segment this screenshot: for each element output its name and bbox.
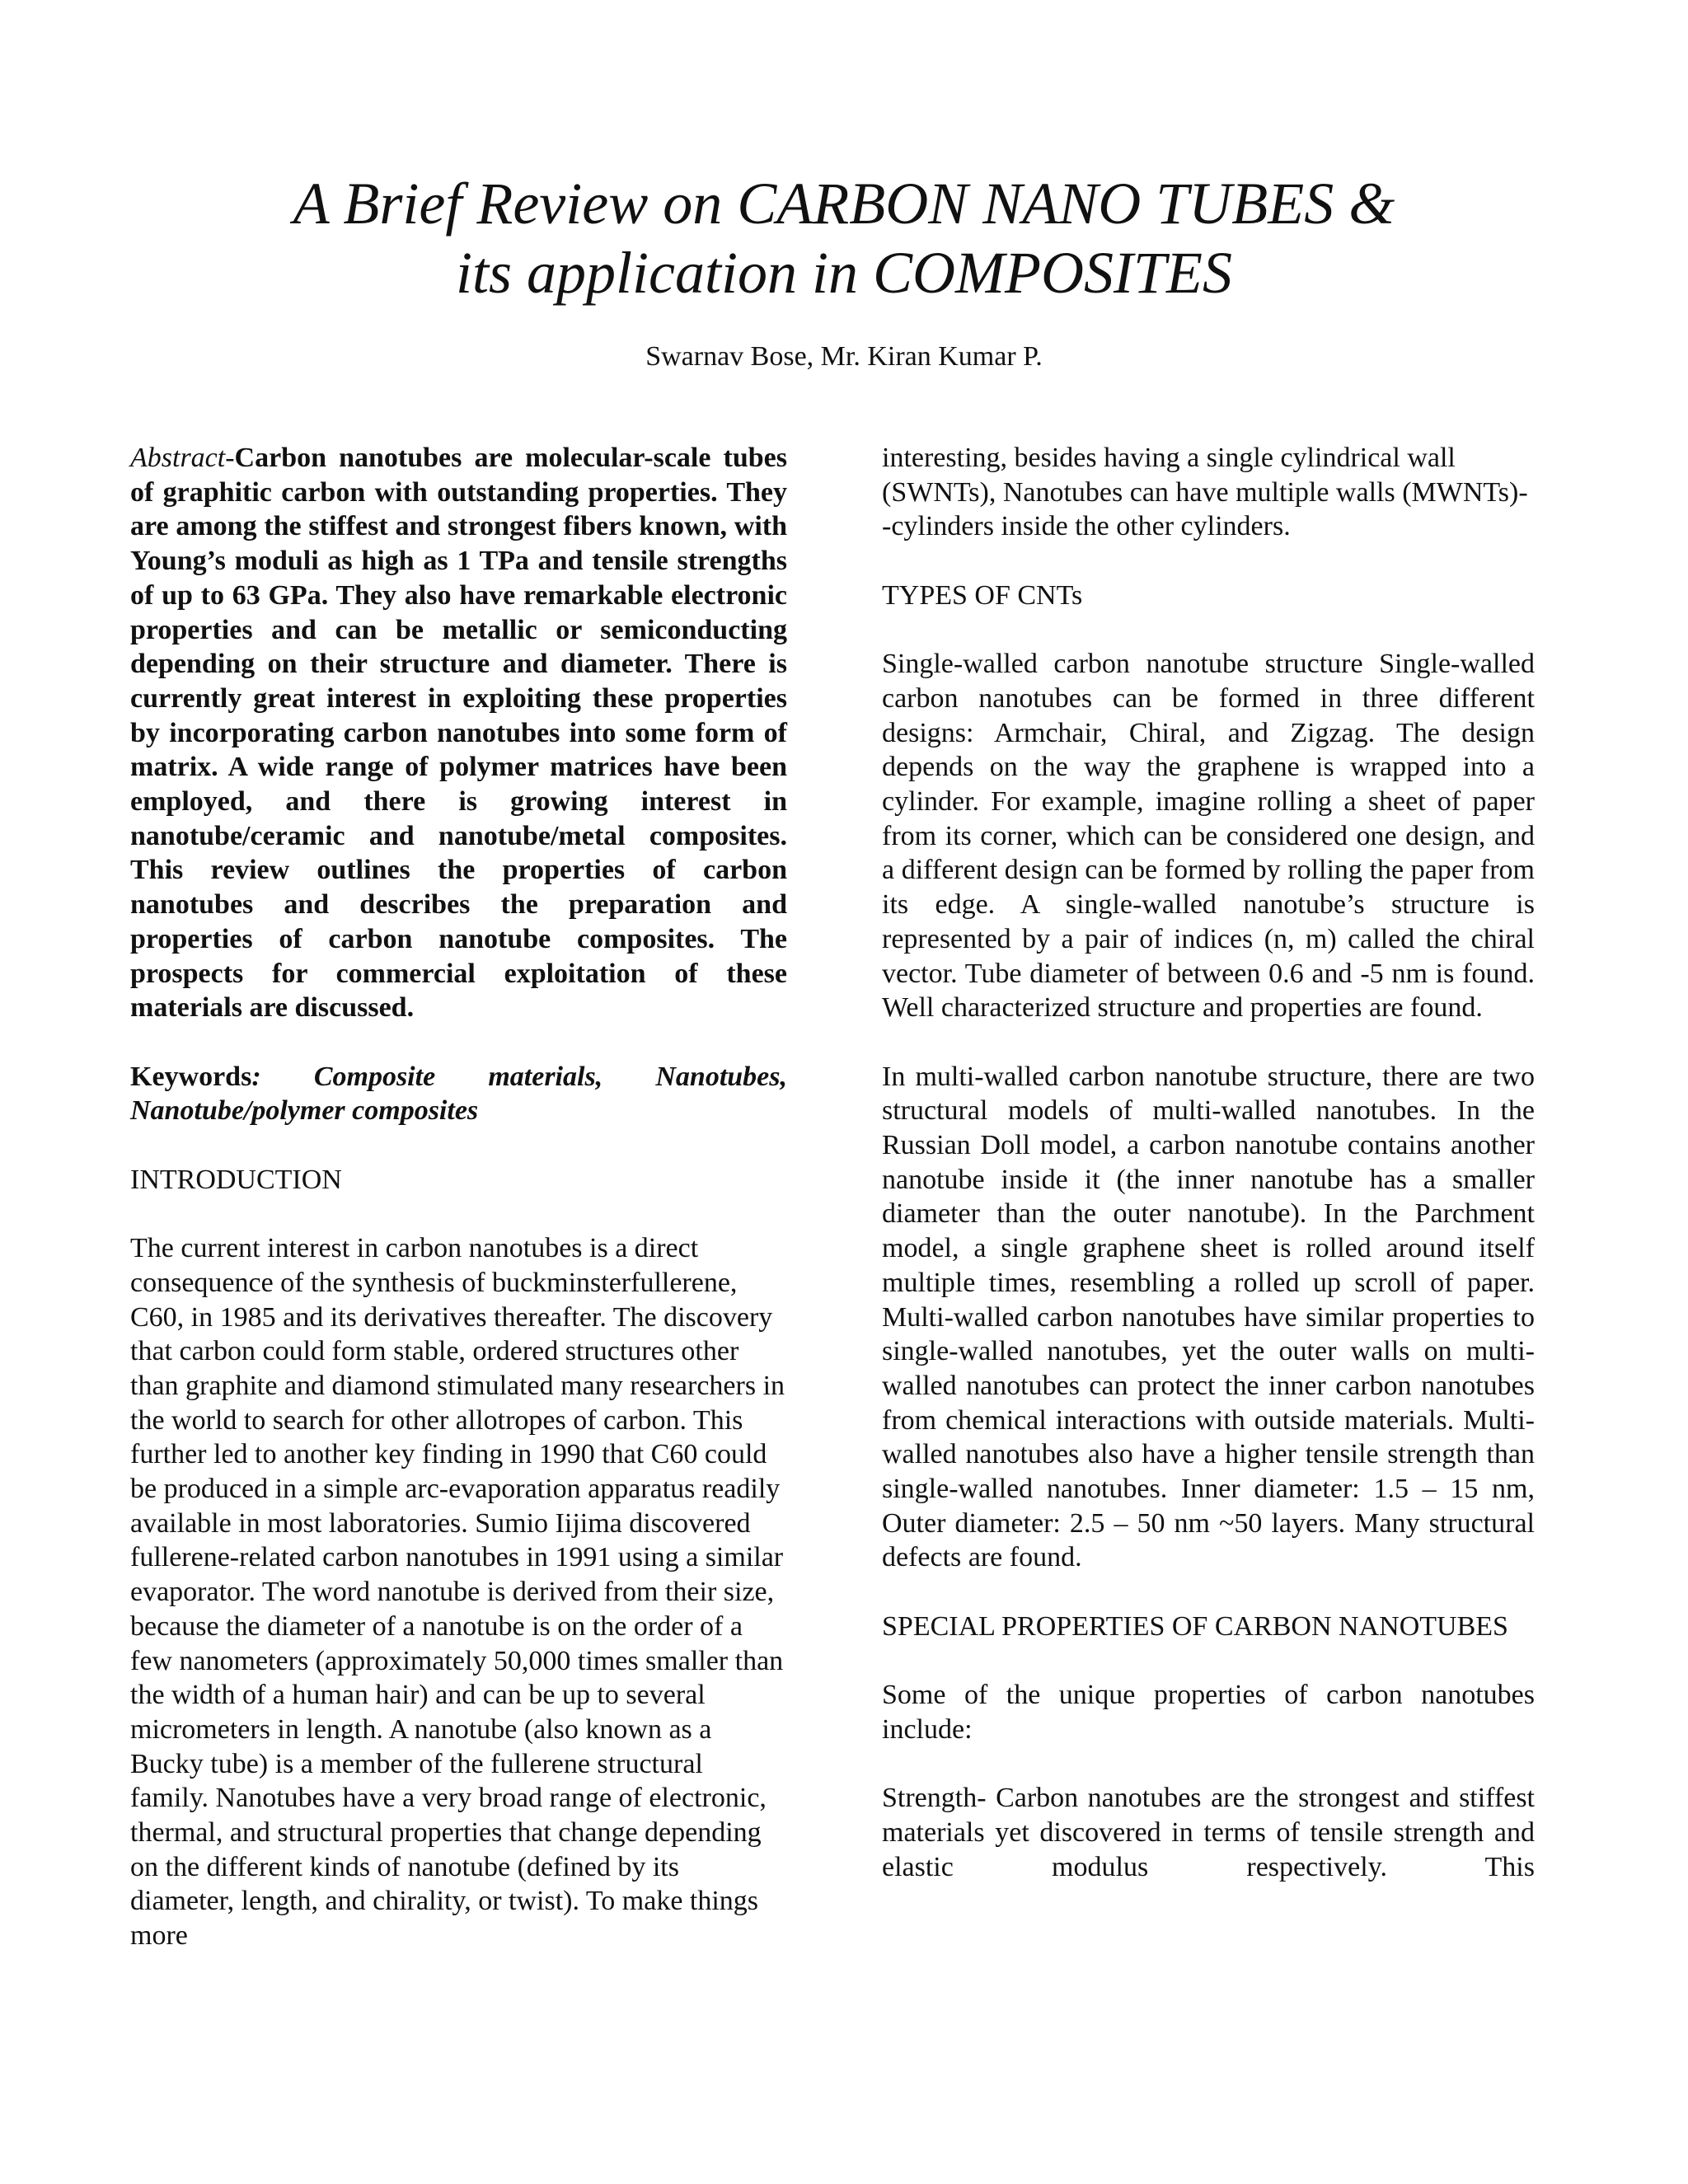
special-properties-intro: Some of the unique properties of carbon nanotubes include: bbox=[882, 1680, 1535, 1745]
title-line-2: its application in COMPOSITES bbox=[456, 240, 1232, 306]
abstract-label: Abstract- bbox=[130, 443, 235, 473]
keywords bbox=[130, 1060, 787, 1128]
author-list: Swarnav Bose, Mr. Kiran Kumar P. bbox=[645, 341, 1043, 372]
types-paragraph-2: In multi-walled carbon nanotube structure, there are two structural models of multi-walled nanotubes. In the Russian Doll model, a carbon nanotube contains another nanotube inside it (the inner nanotube has a smaller diameter than the outer nanotube). In the Parchment model, a single graphene sheet is rolled around itself multiple times, resembling a rolled up scroll of paper. Multi-walled carbon nanotubes have similar properties to single-walled nanotubes, yet the outer walls on multi-walled nanotubes can protect the inner carbon nanotubes from chemical interactions with outside materials. Multi-walled nanotubes also have a higher tensile strength than single-walled nanotubes. Inner diameter: 1.5 – 15 nm, Outer diameter: 2.5 – 50 nm ~50 layers. Many structural defects are found. bbox=[882, 1061, 1535, 1573]
introduction-continued: interesting, besides having a single cylindrical wall (SWNTs), Nanotubes can have multiple walls (MWNTs)--cylinders inside the other cylinders. bbox=[882, 443, 1528, 542]
left-column bbox=[130, 441, 787, 1988]
right-column bbox=[882, 441, 1535, 1919]
special-properties-heading: SPECIAL PROPERTIES OF CARBON NANOTUBES bbox=[882, 1610, 1508, 1642]
abstract-text: Carbon nanotubes are molecular-scale tubes of graphitic carbon with outstanding properties. They are among the stiffest and strongest fibers known, with Young’s moduli as high as 1 TPa and tensile strengths of up to 63 GPa. They also have remarkable electronic properties and can be metallic or semiconducting depending on their structure and diameter. There is currently great interest in exploiting these properties by incorporating carbon nanotubes into some form of matrix. A wide range of polymer matrices have been employed, and there is growing interest in nanotube/ceramic and nanotube/metal composites. This review outlines the properties of carbon nanotubes and describes the preparation and properties of carbon nanotube composites. The prospects for commercial exploitation of these materials are discussed. bbox=[130, 443, 787, 1024]
introduction-heading: INTRODUCTION bbox=[130, 1164, 342, 1195]
introduction-text: The current interest in carbon nanotubes is a direct consequence of the synthesis of buckminsterfullerene, C60, in 1985 and its derivatives thereafter. The discovery that carbon could form stable, ordered structures other than graphite and diamond stimulated many researchers in the world to search for other allotropes of carbon. This further led to another key finding in 1990 that C60 could be produced in a simple arc-evaporation apparatus readily available in most laboratories. Sumio Iijima discovered fullerene-related carbon nanotubes in 1991 using a similar evaporator. The word nanotube is derived from their size, because the diameter of a nanotube is on the order of a few nanometers (approximately 50,000 times smaller than the width of a human hair) and can be up to several micrometers in length. A nanotube (also known as a Bucky tube) is a member of the fullerene structural family. Nanotubes have a very broad range of electronic, thermal, and structural properties that change depending on the different kinds of nanotube (defined by its diameter, length, and chirality, or twist). To make things more bbox=[130, 1233, 785, 1952]
keywords-label: Keywords bbox=[130, 1061, 252, 1092]
title-line-1: A Brief Review on CARBON NANO TUBES & bbox=[293, 171, 1395, 237]
types-paragraph-1: Single-walled carbon nanotube structure Single-walled carbon nanotubes can be formed in three different designs: Armchair, Chiral, and Zigzag. The design depends on the way the graphene is wrapped into a cylinder. For example, imagine rolling a sheet of paper from its corner, which can be considered one design, and a different design can be formed by rolling the paper from its edge. A single-walled nanotube’s structure is represented by a pair of indices (n, m) called the chiral vector. Tube diameter of between 0.6 and -5 nm is found. Well characterized structure and properties are found. bbox=[882, 649, 1535, 1024]
paper-title bbox=[0, 169, 1688, 307]
keywords-text: : Composite materials, Nanotubes, Nanotube/polymer composites bbox=[130, 1061, 787, 1127]
abstract bbox=[130, 441, 787, 1025]
strength-paragraph: Strength- Carbon nanotubes are the strongest and stiffest materials yet discovered in terms of tensile strength and elastic modulus respectively. This bbox=[882, 1783, 1535, 1882]
types-heading: TYPES OF CNTs bbox=[882, 579, 1083, 611]
